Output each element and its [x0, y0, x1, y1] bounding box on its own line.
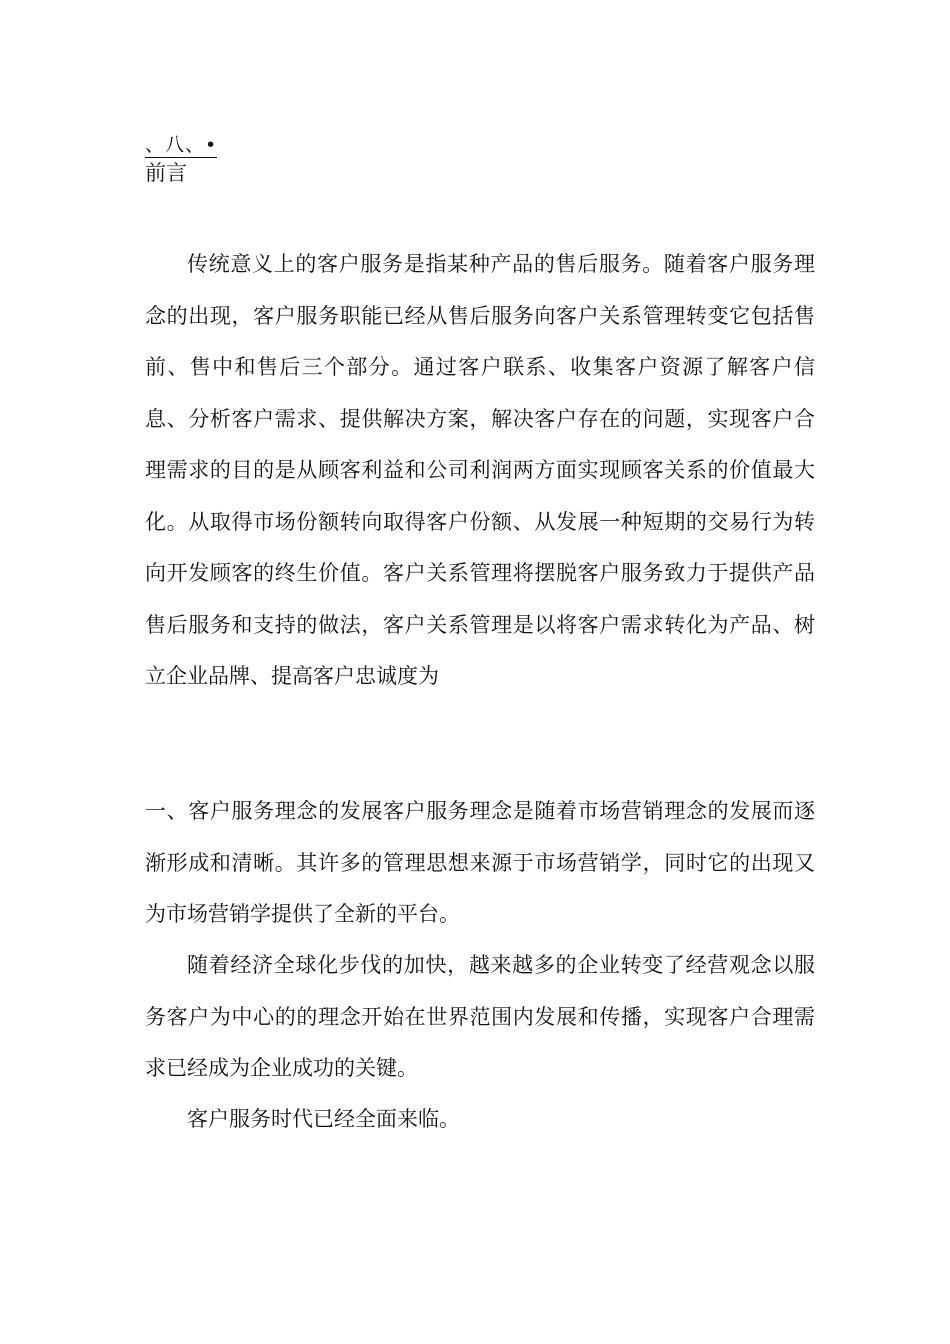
paragraph-globalization: 随着经济全球化步伐的加快，越来越多的企业转变了经营观念以服务客户为中心的的理念开始在世界范围内发展和传播，实现客户合理需求已经成为企业成功的关键。	[145, 953, 815, 1080]
paragraph-intro: 传统意义上的客户服务是指某种产品的售后服务。随着客户服务理念的出现，客户服务职能已经从售后服务向客户关系管理转变它包括售前、售中和售后三个部分。通过客户联系、收集客户资源了解客户信息、分析客户需求、提供解决方案，解决客户存在的问题，实现客户合理需求的目的是从顾客利益和公司利润两方面实现顾客关系的价值最大化。从取得市场份额转向取得客户份额、从发展一种短期的交易行为转向开发顾客的终生价值。客户关系管理将摆脱客户服务致力于提供产品售后服务和支持的做法，客户关系管理是以将客户需求转化为产品、树立企业品牌、提高客户忠诚度为	[145, 252, 815, 688]
paragraph-section-one: 一、客户服务理念的发展客户服务理念是随着市场营销理念的发展而逐渐形成和清晰。其许多的管理思想来源于市场营销学，同时它的出现又为市场营销学提供了全新的平台。	[145, 799, 815, 926]
header-mark: 、八、•	[145, 134, 218, 156]
paragraph-service-era: 客户服务时代已经全面来临。	[187, 1107, 460, 1131]
section-heading-preface: 前言	[145, 161, 187, 185]
